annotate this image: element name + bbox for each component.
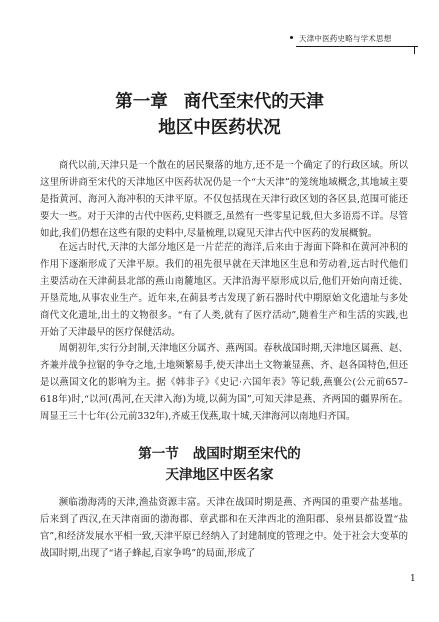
paragraph-block-1 xyxy=(40,158,408,243)
running-head xyxy=(299,33,391,44)
chapter-title-line-1 xyxy=(0,89,439,115)
section-title-text-1: 战国时期至宋代的 xyxy=(192,446,301,462)
paragraph-1: 商代以前,天津只是一个散在的居民聚落的地方,还不是一个确定了的行政区域。所以这里所讲商至宋代的天津地区中医药状况仍是一个“大天津”的笼统地域概念,其地域主要是指黄河、海河入海冲积的天津平原。不仅包括现在天津行政区划的各区县,范围可能还要大一些。对于天津的古代中医药,史料匮乏,虽然有一些零星记载,但大多语焉不详。尽管如此,我们仍想在这些有限的史料中,尽量梳理,以窥见天津古代中医药的发展概貌。 xyxy=(40,160,408,239)
paragraph-block-4 xyxy=(40,495,408,563)
header-rule xyxy=(296,46,418,47)
paragraph-block-2 xyxy=(40,240,408,341)
chapter-number: 第一章 xyxy=(115,92,168,112)
chapter-title xyxy=(0,89,439,141)
section-title-line-1 xyxy=(0,444,439,465)
section-title-line-2: 天津地区中医名家 xyxy=(165,467,274,483)
paragraph-3: 周朝初年,实行分封制,天津地区分属齐、燕两国。春秋战国时期,天津地区属燕、赵、齐兼并战争拉锯的争夺之地,土地频繁易手,使天津出土文物兼显燕、齐、赵各国特色,但还是以燕国文化的影响为主。据《韩非子》《史记·六国年表》等记载,燕襄公(公元前657–618年)时,“以河(禹河,在天津入海)为境,以蓟为国”,可知天津是燕、齐两国的疆界所在。周显王三十七年(公元前332年),齐威王伐燕,取十城,天津海河以南地归齐国。 xyxy=(40,343,408,422)
chapter-title-text-1: 商代至宋代的天津 xyxy=(183,92,324,112)
paragraph-block-3 xyxy=(40,341,408,426)
paragraph-2: 在远古时代,天津的大部分地区是一片茫茫的海洋,后来由于海面下降和在黄河冲积的作用下逐渐形成了天津平原。我们的祖先很早就在天津地区生息和劳动着,远古时代他们主要活动在天津蓟县北部的燕山南麓地区。天津沿海平原形成以后,他们开始向南迁徙、开垦荒地,从事农业生产。近年来,在蓟县考古发现了新石器时代中期原始文化遗址与多处商代文化遗址,出土的文物很多。“有了人类,就有了医疗活动”,随着生产和生活的实践,也开始了天津最早的医疗保健活动。 xyxy=(40,242,408,338)
header-corner-rule xyxy=(414,46,415,54)
bullet-dot-icon xyxy=(290,36,293,39)
paragraph-4: 濒临渤海湾的天津,渔盐资源丰富。天津在战国时期是燕、齐两国的重要产盐基地。后来到了西汉,在天津南面的渤海郡、章武郡和在天津西北的渔阳郡、泉州县都设置“盐官”,和经济发展水平相一致,天津平原已经纳入了封建制度的管理之中。处于社会大变革的战国时期,出现了“诸子蜂起,百家争鸣”的局面,形成了 xyxy=(40,497,408,559)
section-title xyxy=(0,444,439,486)
running-head-text: 天津中医药史略与学术思想 xyxy=(299,34,392,43)
chapter-title-line-2: 地区中医药状况 xyxy=(158,118,281,138)
section-number: 第一节 xyxy=(138,446,179,462)
page-number: 1 xyxy=(410,574,416,584)
